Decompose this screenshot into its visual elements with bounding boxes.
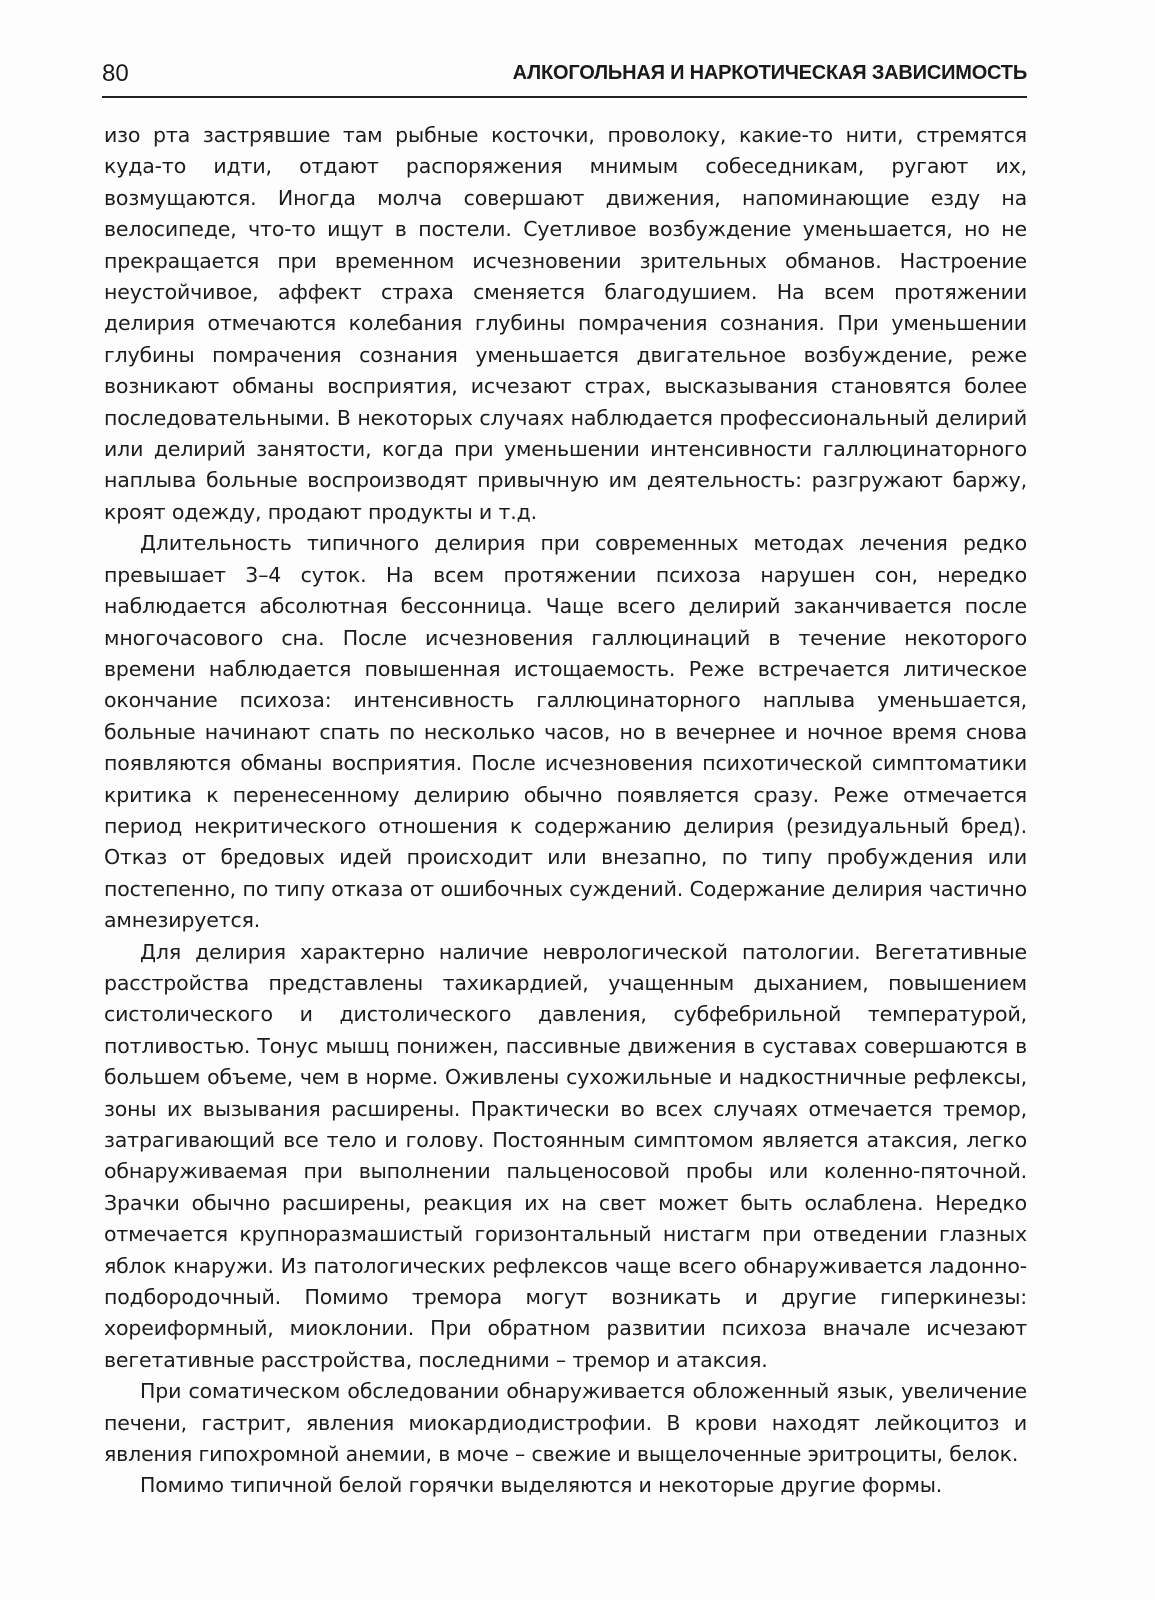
page-number: 80 [102,60,129,87]
page-header [102,58,1027,98]
paragraph-other-forms: Помимо типичной белой горячки выделяются и некоторые другие формы. [140,1473,943,1498]
running-title: АЛКОГОЛЬНАЯ И НАРКОТИЧЕСКАЯ ЗАВИСИМОСТЬ [512,62,1027,84]
paragraph-somatic-examination: При соматическом обследовании обнаруживается обложенный язык, увеличение печени, гастрит, явления миокардиодистрофии. В крови находят лейкоцитоз и явления гипохромной анемии, в моче – свежие и выщелоченные эритроциты, белок. [104,1379,1027,1467]
body-text [104,120,1027,1502]
paragraph-delirium-duration: Длительность типичного делирия при современных методах лечения редко превышает 3–4 суток. На всем протяжении психоза нарушен сон, нередко наблюдается абсолютная бессонница. Чаще всего делирий заканчивается после многочасового сна. После исчезновения галлюцинаций в течение некоторого времени наблюдается повышенная истощаемость. Реже встречается литическое окончание психоза: интенсивность галлюцинаторного наплыва уменьшается, больные начинают спать по несколько часов, но в вечернее и ночное время снова появляются обманы восприятия. После исчезновения психотической симптоматики критика к перенесенному делирию обычно появляется сразу. Реже отмечается период некритического отношения к содержанию делирия (резидуальный бред). Отказ от бредовых идей происходит или внезапно, по типу пробуждения или постепенно, по типу отказа от ошибочных суждений. Содержание делирия частично амнезируется. [104,531,1027,933]
paragraph-neurological-pathology: Для делирия характерно наличие неврологической патологии. Вегетативные расстройства представлены тахикардией, учащенным дыханием, повышением систолического и дистолического давления, субфебрильной температурой, потливостью. Тонус мышц понижен, пассивные движения в суставах совершаются в большем объеме, чем в норме. Оживлены сухожильные и надкостничные рефлексы, зоны их вызывания расширены. Практически во всех случаях отмечается тремор, затрагивающий все тело и голову. Постоянным симптомом является атаксия, легко обнаруживаемая при выполнении пальценосовой пробы или коленно-пяточной. Зрачки обычно расширены, реакция их на свет может быть ослаблена. Нередко отмечается крупноразмашистый горизонтальный нистагм при отведении глазных яблок кнаружи. Из патологических рефлексов чаще всего обнаруживается ладонно-подбородочный. Помимо тремора могут возникать и другие гиперкинезы: хореиформный, миоклонии. При обратном развитии психоза вначале исчезают вегетативные расстройства, последними – тремор и атаксия. [104,939,1027,1372]
paragraph-continuation: изо рта застрявшие там рыбные косточки, проволоку, какие-то нити, стремятся куда-то идти, отдают распоряжения мнимым собеседникам, ругают их, возмущаются. Иногда молча совершают движения, напоминающие езду на велосипеде, что-то ищут в постели. Суетливое возбуждение уменьшается, но не прекращается при временном исчезновении зрительных обманов. Настроение неустойчивое, аффект страха сменяется благодушием. На всем протяжении делирия отмечаются колебания глубины помрачения сознания. При уменьшении глубины помрачения сознания уменьшается двигательное возбуждение, реже возникают обманы восприятия, исчезают страх, высказывания становятся более последовательными. В некоторых случаях наблюдается профессиональный делирий или делирий занятости, когда при уменьшении интенсивности галлюцинаторного наплыва больные воспроизводят привычную им деятельность: разгружают баржу, кроят одежду, продают продукты и т.д. [104,123,1027,524]
